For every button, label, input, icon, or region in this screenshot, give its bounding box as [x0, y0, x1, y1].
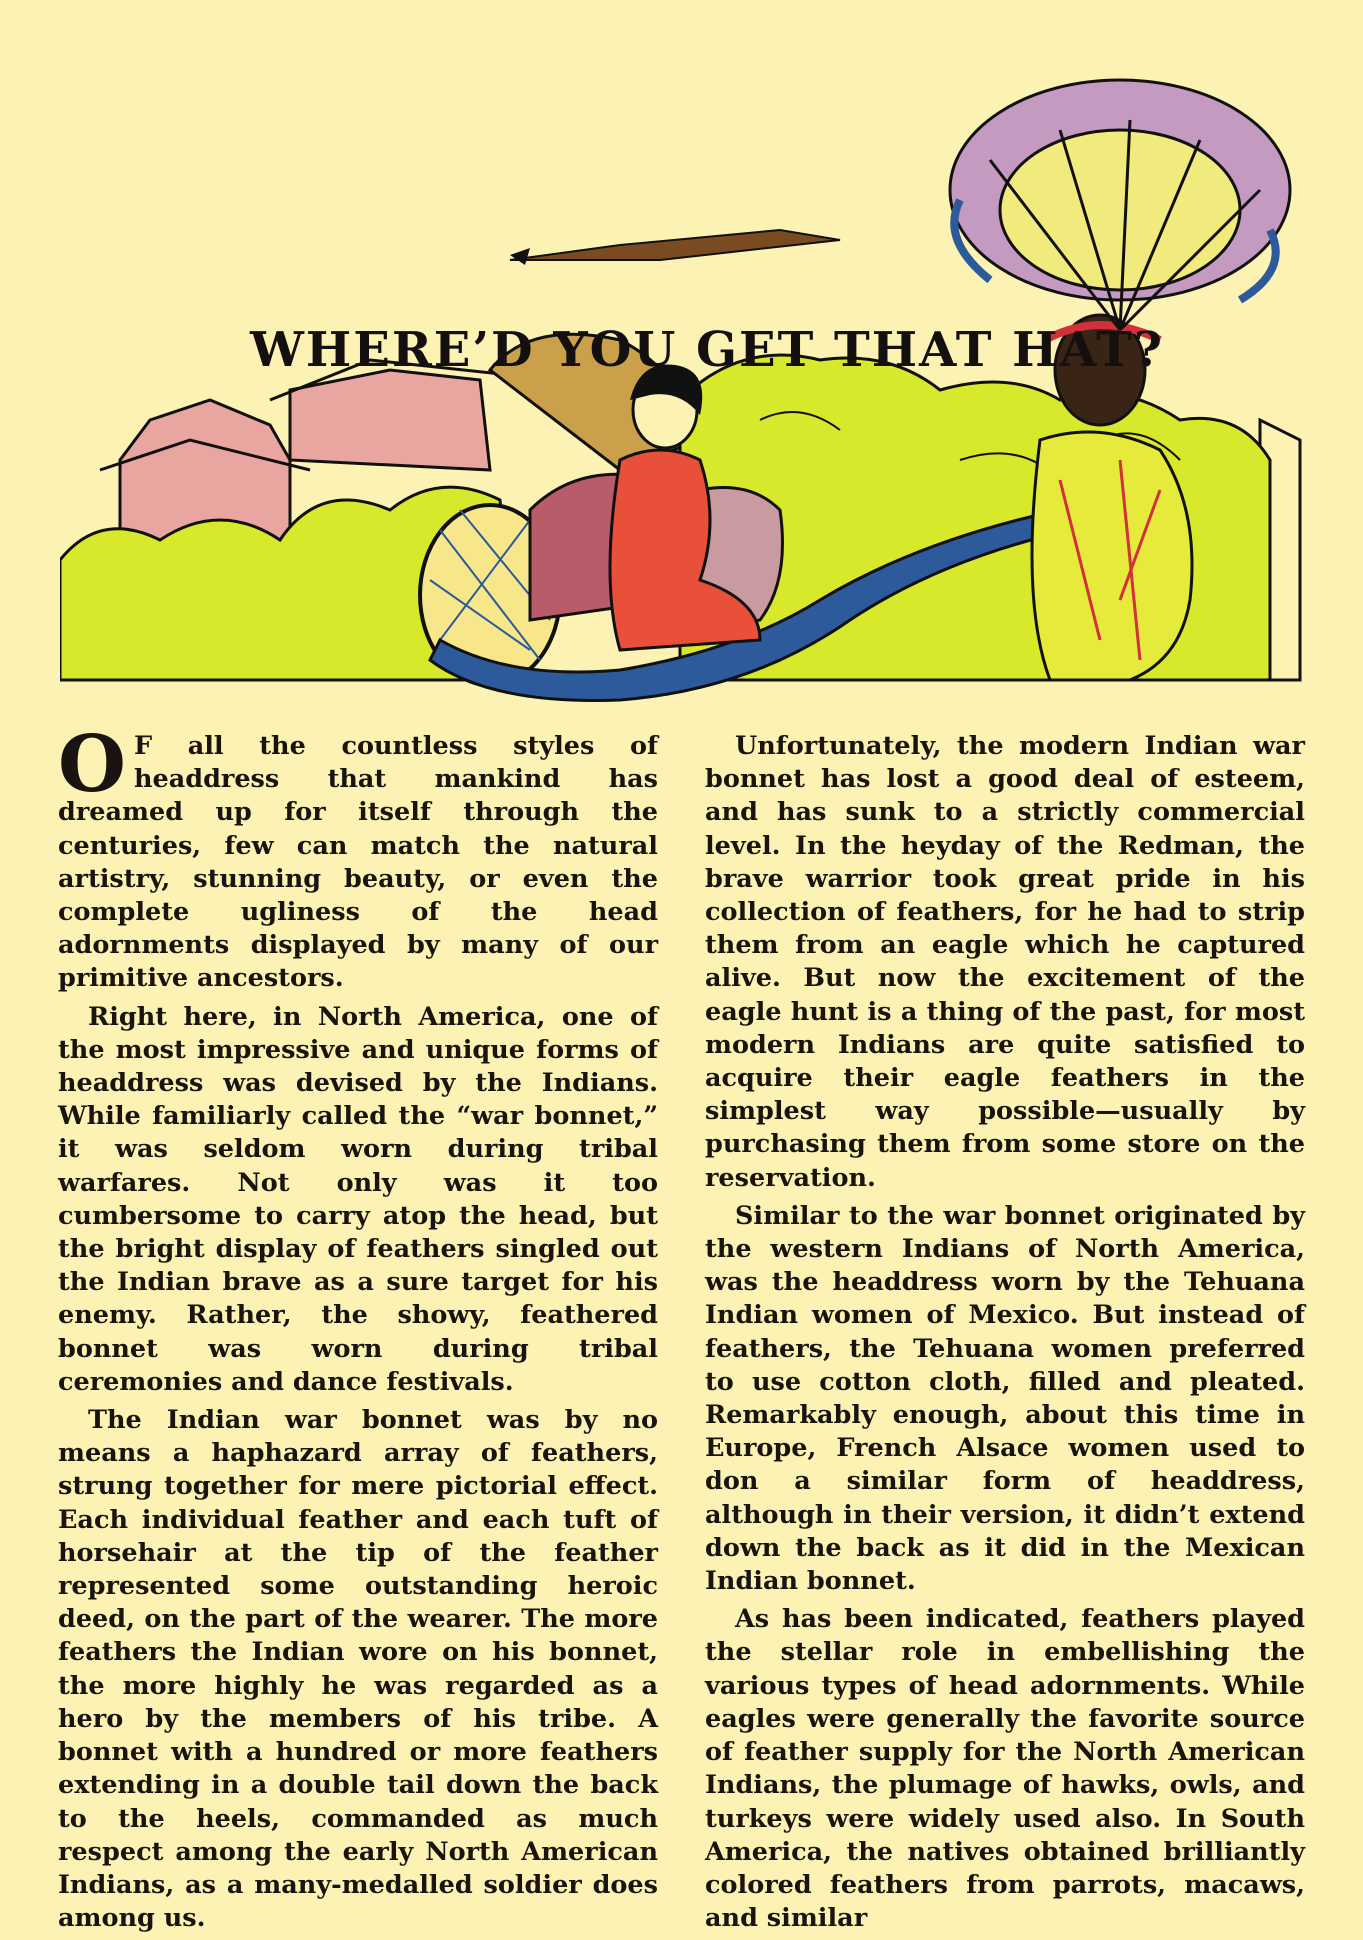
paragraph: Unfortunately, the modern Indian war bonnet has lost a good deal of esteem, and has sunk to a strictly commercial level. In the heyday of the Redman, the brave warrior took great pride in his collection of feathers, for he had to strip them from an eagle which he captured alive. But now the excitement of the eagle hunt is a thing of the past, for most modern Indians are quite satisfied to acquire their eagle feathers in the simplest way possible—usually by purchasing them from some store on the reservation.: [705, 731, 1305, 1193]
paragraph-text: F all the countless styles of headdress that mankind has dreamed up for itself through the centuries, few can match the natural artistry, stunning beauty, or even the complete ugliness of the head adornments displayed by many of our primitive ancestors.: [58, 731, 658, 994]
rickshaw-illustration: [60, 40, 1310, 720]
paragraph: Right here, in North America, one of the most impressive and unique forms of headdress was devised by the Indians. While familiarly called the “war bonnet,” it was seldom worn during tribal warfares. Not only was it too cumbersome to carry atop the head, but the bright display of feathers singled out the Indian brave as a sure target for his enemy. Rather, the showy, feathered bonnet was worn during tribal ceremonies and dance festivals.: [58, 1001, 658, 1397]
paragraph: Similar to the war bonnet originated by the western Indians of North America, was the headdress worn by the Tehuana Indian women of Mexico. But instead of feathers, the Tehuana women preferred to use cotton cloth, filled and pleated. Remarkably enough, about this time in Europe, French Alsace women used to don a similar form of headdress, although in their version, it didn’t extend down the back as it did in the Mexican Indian bonnet.: [705, 1200, 1305, 1597]
left-column: [58, 719, 658, 1940]
article-title: WHERE’D YOU GET THAT HAT?: [250, 322, 1164, 378]
paragraph: The Indian war bonnet was by no means a haphazard array of feathers, strung together for mere pictorial effect. Each individual feather and each tuft of horsehair at the tip of the feather represented some outstanding heroic deed, on the part of the wearer. The more feathers the Indian wore on his bonnet, the more highly he was regarded as a hero by the members of his tribe. A bonnet with a hundred or more feathers extending in a double tail down the back to the heels, commanded as much respect among the early North American Indians, as a many-medalled soldier does among us.: [58, 1405, 658, 1934]
paragraph: As has been indicated, feathers played the stellar role in embellishing the various types of head adornments. While eagles were generally the favorite source of feather supply for the North American Indians, the plumage of hawks, owls, and turkeys were widely used also. In South America, the natives obtained brilliantly colored feathers from parrots, macaws, and similar: [705, 1604, 1305, 1934]
drop-cap: O: [58, 719, 126, 810]
right-column: [705, 730, 1305, 1940]
paragraph: [58, 719, 658, 996]
